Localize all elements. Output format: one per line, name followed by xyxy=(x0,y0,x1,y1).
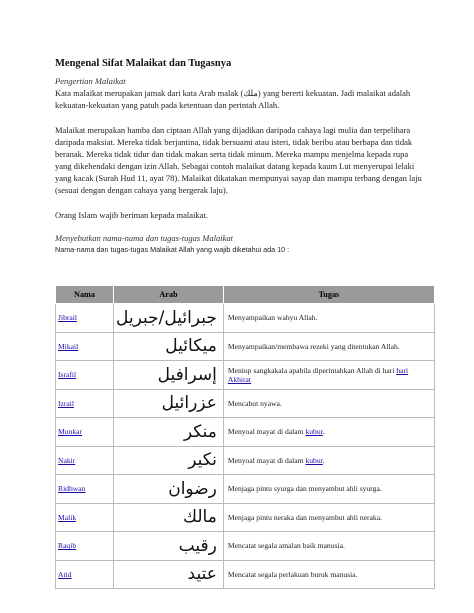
duty-link[interactable]: kubur xyxy=(305,427,323,437)
table-row xyxy=(56,446,435,475)
duty-text: Menyoal mayat di dalam xyxy=(227,427,306,437)
table-row xyxy=(56,560,435,589)
duty-text: Menjaga pintu neraka dan menyambut ahli neraka. xyxy=(227,512,382,522)
cell-tugas xyxy=(223,475,434,504)
cell-tugas xyxy=(223,532,434,561)
cell-arab: رقيب xyxy=(114,532,224,561)
angel-name-link[interactable]: Israfil xyxy=(58,370,77,380)
cell-name xyxy=(56,361,114,390)
angel-name-link[interactable]: Raqib xyxy=(58,541,77,551)
cell-name xyxy=(56,532,114,561)
cell-arab: ميكائيل xyxy=(114,332,224,361)
cell-name xyxy=(56,418,114,447)
punctuation: . xyxy=(322,427,325,437)
duty-text: Mencabut nyawa. xyxy=(227,398,282,408)
cell-tugas xyxy=(223,304,434,333)
cell-arab: منكر xyxy=(114,418,224,447)
cell-name xyxy=(56,560,114,589)
cell-name xyxy=(56,389,114,418)
table-row xyxy=(56,475,435,504)
cell-arab: جبرائيل/جبريل xyxy=(114,304,224,333)
paragraph-definition: Kata malaikat merupakan jamak dari kata Arab malak (ملك) yang bererti kekuatan. Jadi malaikat adalah kekuatan-kekuatan yang patuh pada ketentuan dan perintah Allah. xyxy=(55,88,411,110)
duty-text: Menyampaikan wahyu Allah. xyxy=(227,313,318,323)
header-tugas: Tugas xyxy=(223,286,434,304)
cell-arab: نكير xyxy=(114,446,224,475)
cell-name xyxy=(56,446,114,475)
paragraph-obligation: Orang Islam wajib beriman kepada malaikat. xyxy=(55,210,208,220)
cell-arab: إسرافيل xyxy=(114,361,224,390)
angel-name-link[interactable]: Nakir xyxy=(58,455,76,465)
cell-arab: رضوان xyxy=(114,475,224,504)
table-row xyxy=(56,532,435,561)
angel-name-link[interactable]: Izrail xyxy=(58,398,75,408)
duty-text: Menyoal mayat di dalam xyxy=(227,455,306,465)
cell-tugas xyxy=(223,389,434,418)
table-row xyxy=(56,332,435,361)
table-header-row xyxy=(56,286,435,304)
cell-tugas xyxy=(223,560,434,589)
angels-table xyxy=(55,285,435,589)
paragraph-description: Malaikat merupakan hamba dan ciptaan Allah yang dijadikan daripada cahaya lagi mulia dan terpelihara daripada maksiat. Mereka tidak berjantina, tidak bersuami atau isteri, tidak beribu atau berbapa dan tidak beranak. Mereka tidak tidur dan tidak makan serta tidak minum. Mereka mampu menjelma kepada rupa yang dikehendaki dengan izin Allah. Sebagai contoh malaikat datang kepada kaum Lut menyerupai lelaki yang kacak (Surah Hud 11, ayat 78). Malaikat dikatakan mempunyai sayap dan mampu terbang dengan laju (sesuai dengan dengan cahaya yang bergerak laju). xyxy=(55,125,422,195)
section-heading-names: Menyebutkan nama-nama dan tugas-tugas Malaikat xyxy=(55,233,233,243)
table-row xyxy=(56,503,435,532)
duty-text: Meniup sangkakala apabila diperintahkan Allah di hari xyxy=(227,365,397,375)
cell-tugas xyxy=(223,332,434,361)
cell-arab: مالك xyxy=(114,503,224,532)
cell-name xyxy=(56,304,114,333)
duty-text: Menjaga pintu syurga dan menyambut ahli syurga. xyxy=(227,484,382,494)
duty-text: Menyampaikan/membawa rezeki yang ditentukan Allah. xyxy=(227,341,400,351)
cell-name xyxy=(56,332,114,361)
cell-arab: عتيد xyxy=(114,560,224,589)
page-title: Mengenal Sifat Malaikat dan Tugasnya xyxy=(55,58,232,69)
table-row xyxy=(56,418,435,447)
cell-tugas xyxy=(223,446,434,475)
duty-text: Mencatat segala amalan baik manusia. xyxy=(227,541,345,551)
header-arab: Arab xyxy=(114,286,224,304)
angel-name-link[interactable]: Munkar xyxy=(58,427,83,437)
cell-name xyxy=(56,503,114,532)
header-nama: Nama xyxy=(56,286,114,304)
cell-tugas xyxy=(223,503,434,532)
angel-name-link[interactable]: Mikail xyxy=(58,341,79,351)
cell-tugas xyxy=(223,361,434,390)
table-intro: Nama-nama dan tugas-tugas Malaikat Allah yang wajib diketahui ada 10 : xyxy=(55,245,290,254)
angel-name-link[interactable]: Ridhwan xyxy=(58,484,86,494)
cell-tugas xyxy=(223,418,434,447)
cell-name xyxy=(56,475,114,504)
duty-link[interactable]: hari Akhirat xyxy=(227,365,409,384)
angel-name-link[interactable]: Atid xyxy=(58,569,72,579)
table-row xyxy=(56,304,435,333)
section-heading-pengertian: Pengertian Malaikat xyxy=(55,76,126,86)
table-row xyxy=(56,361,435,390)
cell-arab: عزرائيل xyxy=(114,389,224,418)
angel-name-link[interactable]: Malik xyxy=(58,512,77,522)
duty-text: Mencatat segala perlakuan buruk manusia. xyxy=(227,569,358,579)
table-row xyxy=(56,389,435,418)
angel-name-link[interactable]: Jibrail xyxy=(58,313,77,323)
duty-link[interactable]: kubur xyxy=(305,455,323,465)
punctuation: . xyxy=(322,455,325,465)
